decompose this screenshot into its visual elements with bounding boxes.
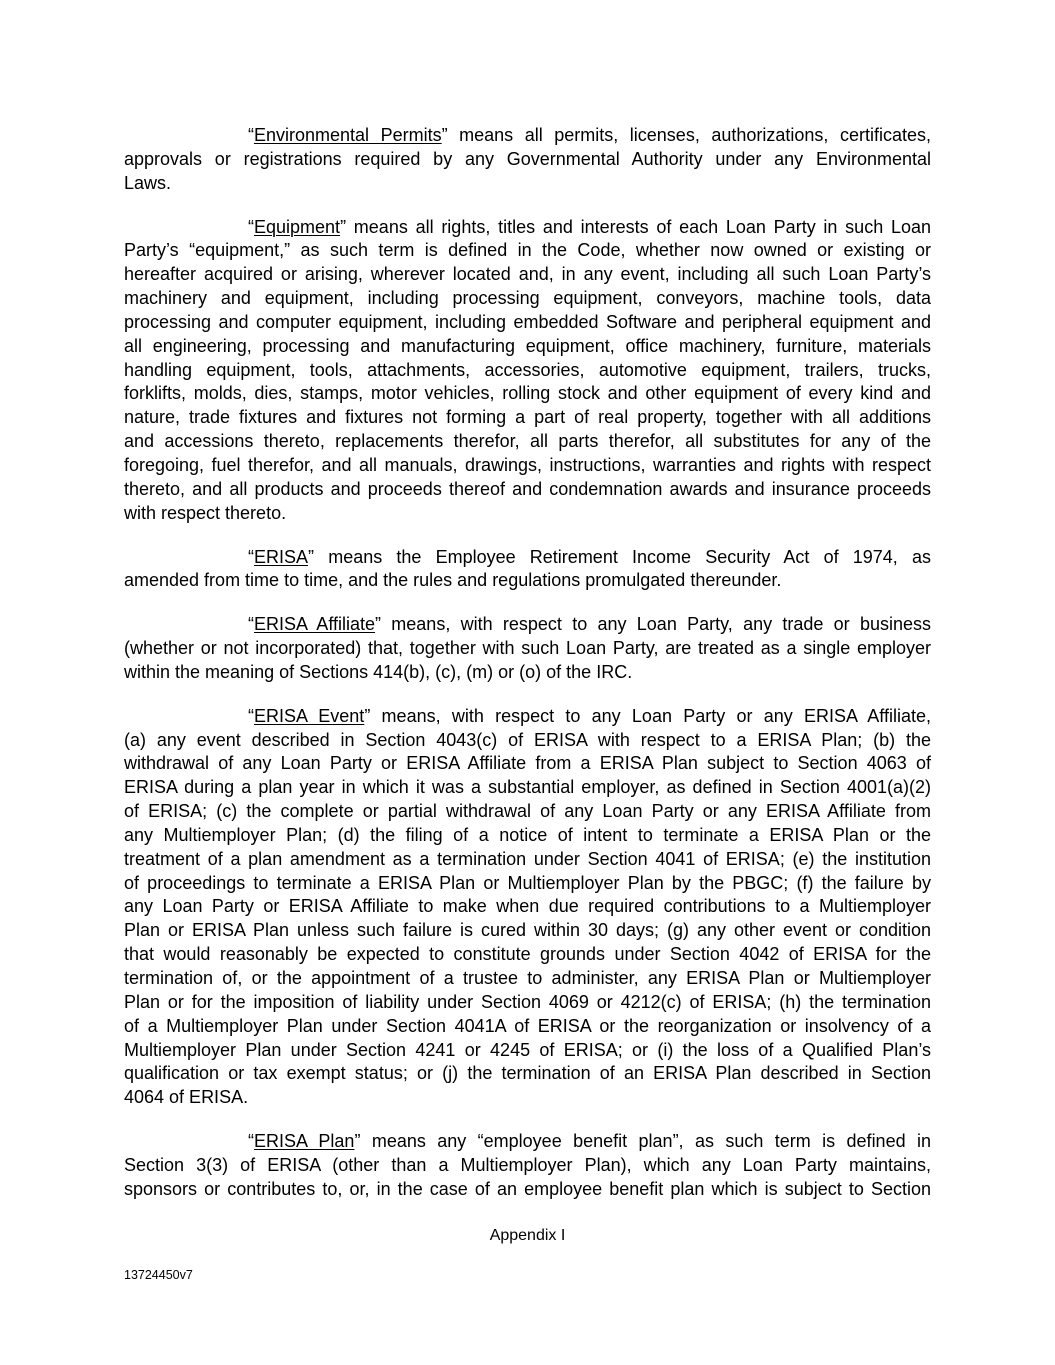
definition-equipment [124, 216, 931, 526]
paragraph-line: thereto, and all products and proceeds thereof and condemnation awards and insurance proceeds [124, 478, 931, 499]
paragraph-line: of a Multiemployer Plan under Section 4041A of ERISA or the reorganization or insolvency of a [124, 1015, 931, 1036]
paragraph-line: approvals or registrations required by any Governmental Authority under any Environmental [124, 148, 931, 169]
first-line-text: ” means, with respect to any Loan Party, any trade or business [375, 614, 931, 635]
paragraph-line: (a) any event described in Section 4043(c) of ERISA with respect to a ERISA Plan; (b) the [124, 729, 931, 750]
definition-erisa-event [124, 705, 931, 1110]
definition-environmental-permits [124, 124, 931, 196]
definition-erisa-affiliate [124, 613, 931, 685]
first-line-text: ” means any “employee benefit plan”, as such term is defined in [354, 1131, 931, 1152]
document-body [124, 124, 931, 1222]
paragraph-line: hereafter acquired or arising, wherever located and, in any event, including all such Loan Party’s [124, 264, 931, 285]
paragraph-line: any Multiemployer Plan; (d) the filing of a notice of intent to terminate a ERISA Plan or the [124, 824, 931, 845]
definition-erisa-plan [124, 1130, 931, 1202]
paragraph-line: Plan or for the imposition of liability under Section 4069 or 4212(c) of ERISA; (h) the termination [124, 991, 931, 1012]
paragraph-line: handling equipment, tools, attachments, accessories, automotive equipment, trailers, trucks, [124, 359, 931, 380]
paragraph-line: Section 3(3) of ERISA (other than a Multiemployer Plan), which any Loan Party maintains, [124, 1154, 931, 1175]
paragraph-line: all engineering, processing and manufacturing equipment, office machinery, furniture, materials [124, 335, 931, 356]
paragraph-line: Laws. [124, 172, 172, 193]
paragraph-line: treatment of a plan amendment as a termination under Section 4041 of ERISA; (e) the institution [124, 848, 931, 869]
defined-term: ERISA Plan [254, 1131, 355, 1152]
paragraph-line: any Loan Party or ERISA Affiliate to make when due required contributions to a Multiemployer [124, 896, 931, 917]
paragraph-line: that would reasonably be expected to constitute grounds under Section 4042 of ERISA for the [124, 944, 931, 965]
document-id: 13724450v7 [124, 1268, 193, 1282]
open-quote: “ [248, 1131, 254, 1152]
paragraph-line: withdrawal of any Loan Party or ERISA Affiliate from a ERISA Plan subject to Section 4063 of [124, 753, 931, 774]
open-quote: “ [248, 125, 254, 145]
defined-term: ERISA [254, 546, 309, 567]
paragraph-line: nature, trade fixtures and fixtures not forming a part of real property, together with all additions [124, 407, 931, 428]
paragraph-line: Plan or ERISA Plan unless such failure is cured within 30 days; (g) any other event or condition [124, 920, 931, 941]
paragraph-first-line [124, 546, 931, 570]
paragraph-line: forklifts, molds, dies, stamps, motor vehicles, rolling stock and other equipment of every kind and [124, 383, 931, 404]
paragraph-first-line [124, 216, 931, 240]
defined-term: ERISA Affiliate [254, 614, 376, 635]
paragraph-first-line [124, 1130, 931, 1154]
open-quote: “ [248, 546, 254, 567]
paragraph-line: within the meaning of Sections 414(b), (c), (m) or (o) of the IRC. [124, 661, 633, 682]
paragraph-line: ERISA during a plan year in which it was a substantial employer, as defined in Section 4001(a)(2) [124, 777, 931, 798]
paragraph-line: sponsors or contributes to, or, in the case of an employee benefit plan which is subject to Section [124, 1178, 931, 1199]
paragraph-line: of proceedings to terminate a ERISA Plan or Multiemployer Plan by the PBGC; (f) the failure by [124, 872, 931, 893]
paragraph-line: amended from time to time, and the rules and regulations promulgated thereunder. [124, 570, 782, 591]
paragraph-first-line [124, 613, 931, 637]
paragraph-line: (whether or not incorporated) that, together with such Loan Party, are treated as a single employer [124, 638, 931, 659]
paragraph-line: termination of, or the appointment of a trustee to administer, any ERISA Plan or Multiemployer [124, 968, 931, 988]
defined-term: ERISA Event [254, 705, 365, 726]
paragraph-line: 4064 of ERISA. [124, 1087, 249, 1108]
paragraph-line: foregoing, fuel therefor, and all manuals, drawings, instructions, warranties and rights with respect [124, 454, 931, 475]
first-line-text: ” means the Employee Retirement Income Security Act of 1974, as [308, 546, 931, 567]
open-quote: “ [248, 216, 254, 237]
first-line-text: ” means all permits, licenses, authorizations, certificates, [441, 125, 931, 145]
open-quote: “ [248, 614, 254, 635]
page-footer-label: Appendix I [489, 1227, 566, 1244]
paragraph-line: and accessions thereto, replacements therefor, all parts therefor, all substitutes for any of the [124, 431, 931, 452]
paragraph-first-line [124, 124, 931, 148]
paragraph-line: processing and computer equipment, including embedded Software and peripheral equipment and [124, 311, 931, 332]
open-quote: “ [248, 705, 254, 726]
defined-term: Environmental Permits [254, 125, 442, 145]
paragraph-line: of ERISA; (c) the complete or partial withdrawal of any Loan Party or any ERISA Affiliate from [124, 801, 931, 822]
paragraph-line: qualification or tax exempt status; or (j) the termination of an ERISA Plan described in Section [124, 1063, 931, 1084]
defined-term: Equipment [254, 216, 341, 237]
first-line-text: ” means all rights, titles and interests of each Loan Party in such Loan [340, 216, 931, 237]
first-line-text: ” means, with respect to any Loan Party or any ERISA Affiliate, [364, 705, 931, 726]
paragraph-line: Party’s “equipment,” as such term is defined in the Code, whether now owned or existing or [124, 240, 931, 261]
paragraph-first-line [124, 705, 931, 729]
definition-erisa [124, 546, 931, 594]
paragraph-line: machinery and equipment, including processing equipment, conveyors, machine tools, data [124, 288, 931, 309]
paragraph-line: with respect thereto. [124, 502, 287, 523]
paragraph-line: Multiemployer Plan under Section 4241 or 4245 of ERISA; or (i) the loss of a Qualified Plan’s [124, 1039, 931, 1060]
